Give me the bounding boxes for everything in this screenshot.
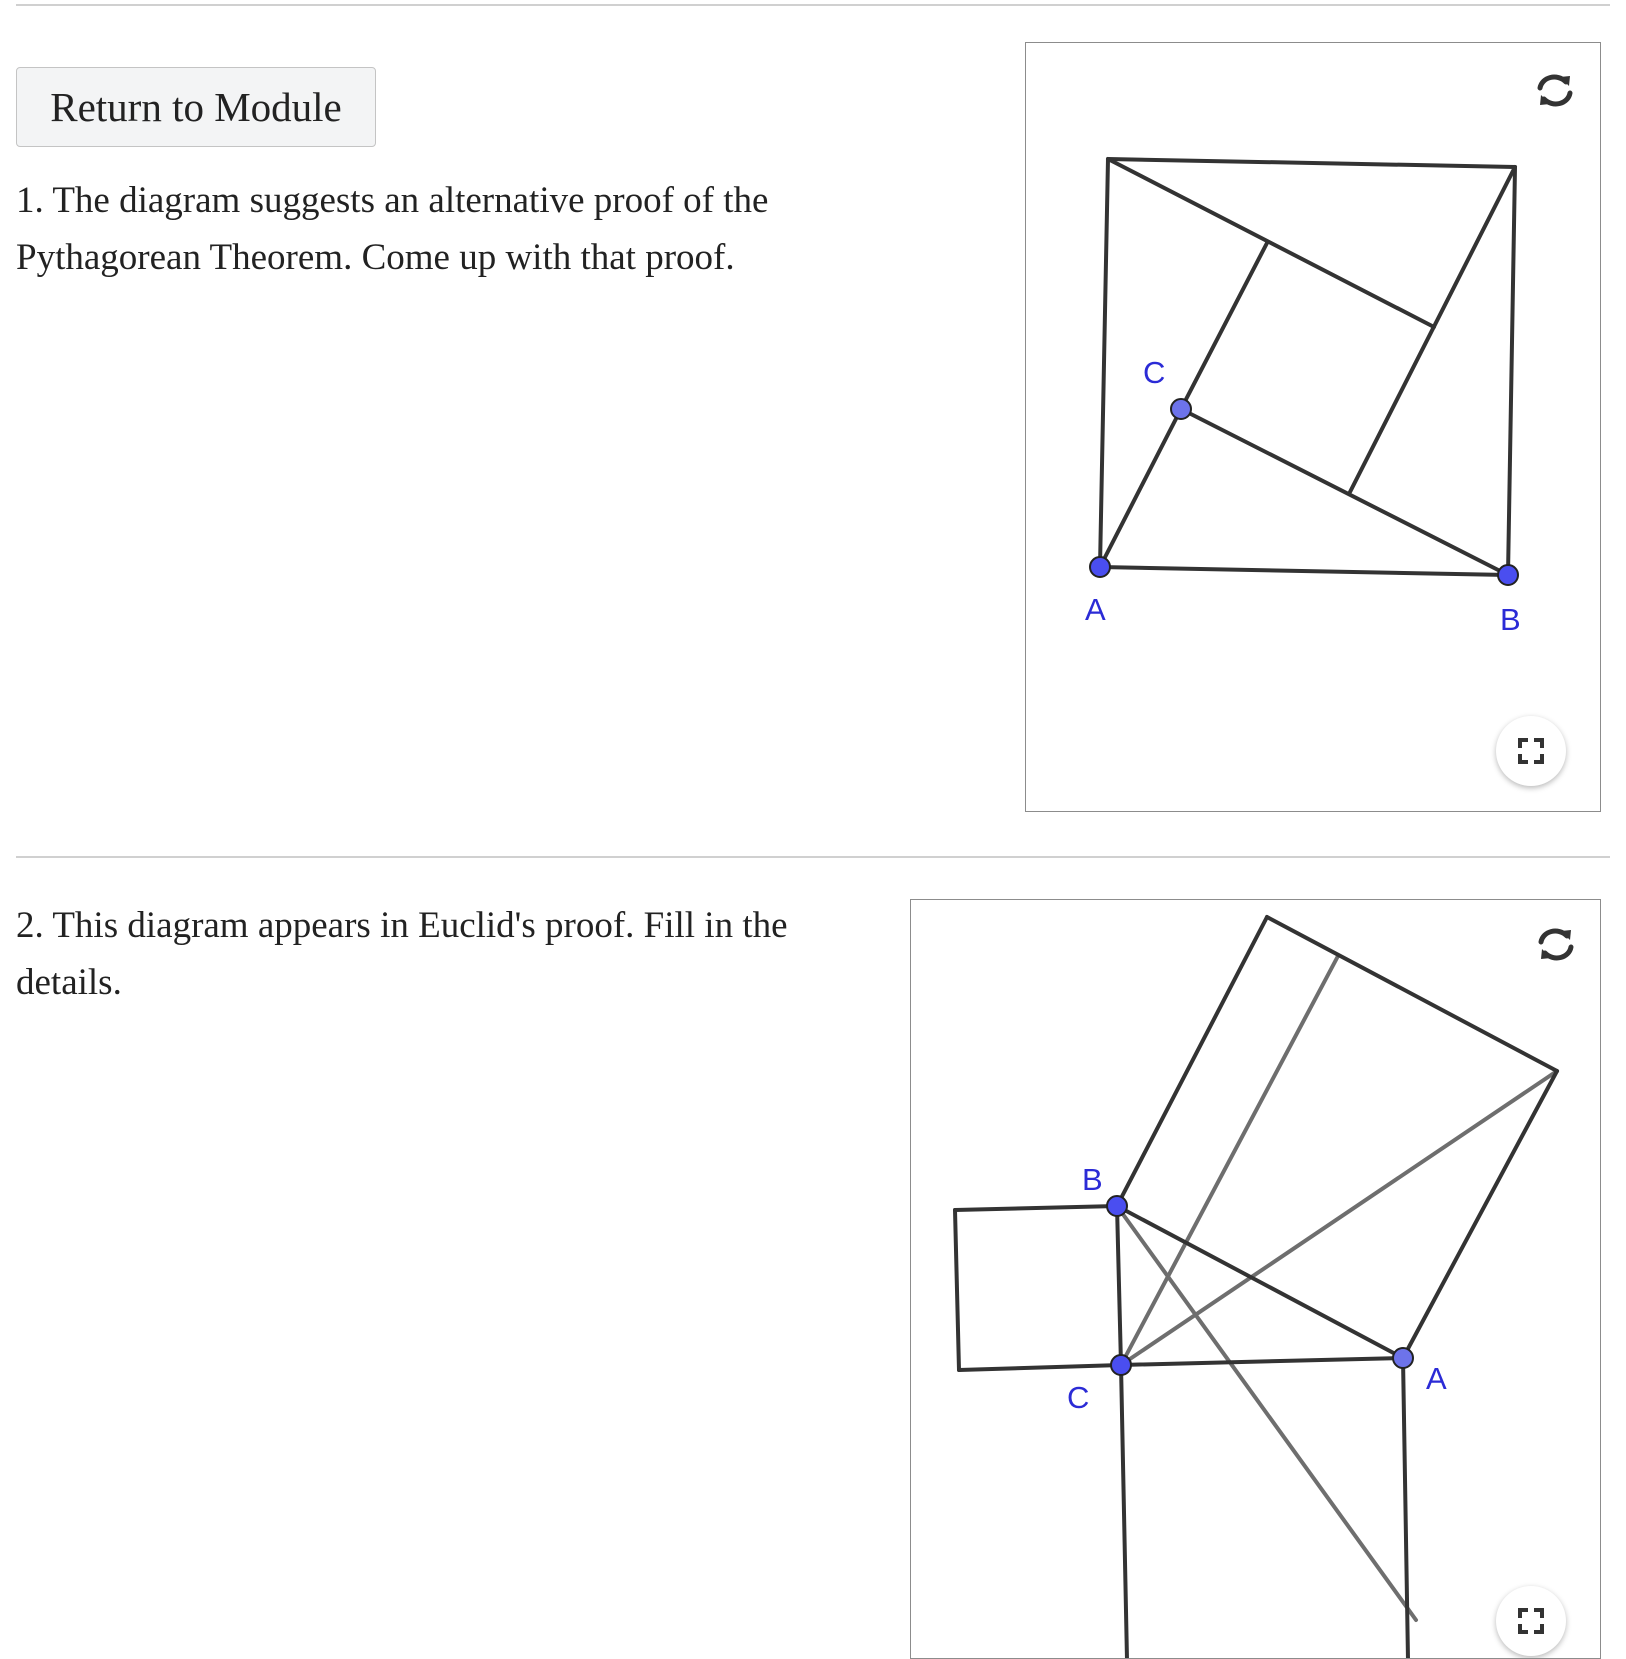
leg-ac-extended [1181,243,1267,409]
small-square-left [955,1210,959,1370]
point-b-label: B [1082,1162,1103,1197]
point-a[interactable] [1393,1348,1413,1368]
small-square-top [955,1206,1117,1210]
segment-ca [1121,1358,1403,1365]
outer-square-top [1108,159,1515,167]
segment-cb [1181,409,1508,575]
reset-icon[interactable] [1534,922,1578,966]
outer-square-left [1100,159,1108,567]
fullscreen-icon[interactable] [1496,1586,1566,1656]
reset-icon[interactable] [1533,68,1577,112]
section-divider [16,856,1610,858]
applet-2[interactable] [910,899,1601,1659]
point-b[interactable] [1107,1196,1127,1216]
points-group [1090,399,1518,585]
applet-1-canvas[interactable] [1026,43,1601,812]
point-c[interactable] [1111,1355,1131,1375]
applet-2-canvas[interactable] [911,900,1601,1659]
return-to-module-button[interactable]: Return to Module [16,67,376,147]
point-c-label: C [1067,1380,1090,1415]
altitude-line [1121,956,1338,1365]
outer-square-right [1508,167,1515,575]
big-square-left [1117,917,1267,1206]
point-a-label: A [1085,592,1106,627]
ca-square-right [1403,1358,1408,1659]
segment-ab [1117,1206,1403,1358]
point-c-label: C [1143,355,1166,390]
point-a[interactable] [1090,557,1110,577]
question-1-text: 1. The diagram suggests an alternative proof of the Pythagorean Theorem. Come up with that proof. [16,180,769,278]
leg-top [1108,159,1434,327]
applet-1[interactable] [1025,42,1601,812]
small-square-bottom [959,1365,1121,1370]
big-square-right [1403,1071,1557,1358]
point-b-label: B [1500,602,1521,637]
top-divider [16,4,1610,6]
point-b[interactable] [1498,565,1518,585]
aux-line-c-to-square-corner [1121,1071,1557,1365]
big-square-top [1267,917,1557,1071]
leg-right [1350,167,1515,492]
segment-ab [1100,567,1508,575]
segment-bc [1117,1206,1121,1365]
question-2-text: 2. This diagram appears in Euclid's proof. Fill in the details. [16,905,788,1003]
point-c[interactable] [1171,399,1191,419]
ca-square-left [1121,1365,1127,1659]
point-a-label: A [1426,1361,1447,1396]
fullscreen-icon[interactable] [1496,716,1566,786]
segment-ac [1100,409,1181,567]
